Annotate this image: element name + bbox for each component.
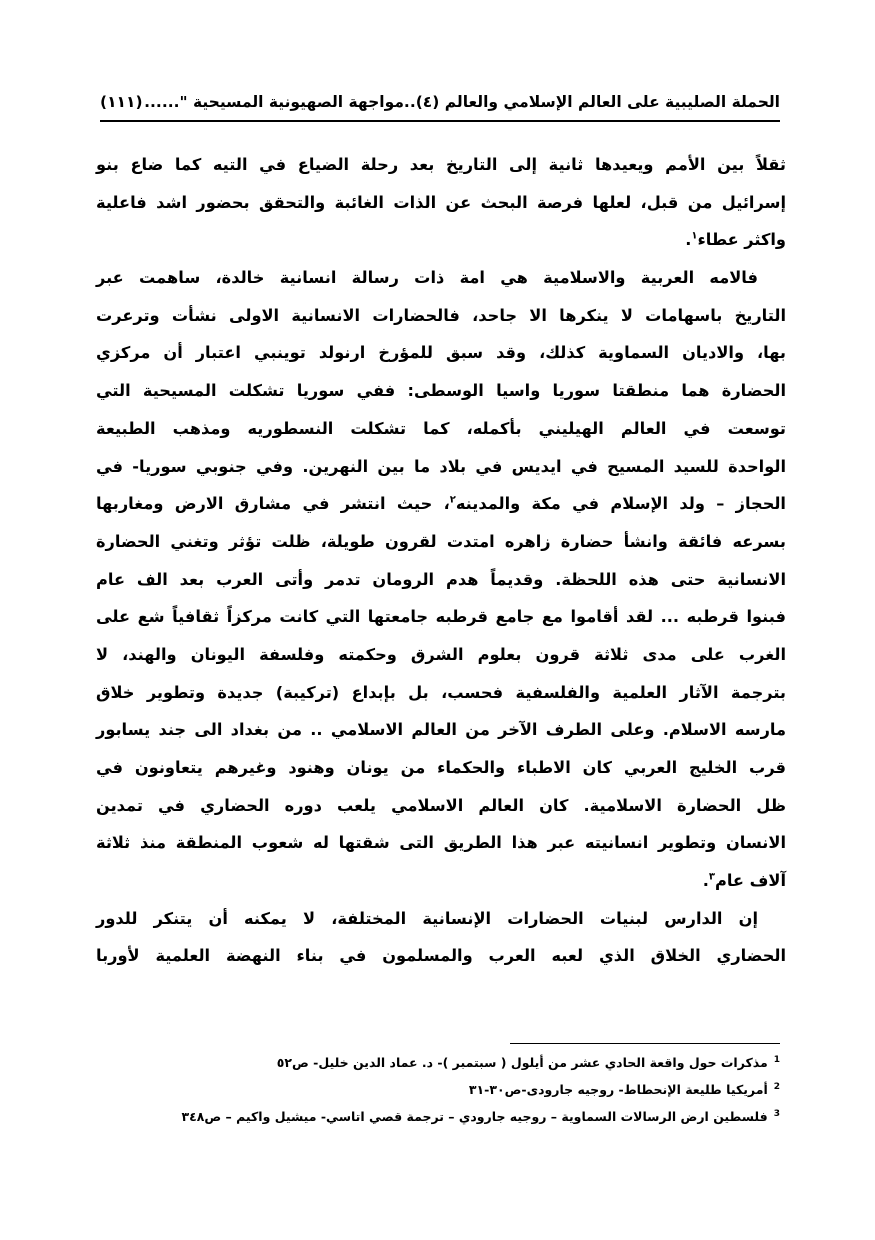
text-line bbox=[96, 448, 786, 486]
line-text: الواحدة للسيد المسيح في ايديس في بلاد ما بين النهرين. وفي جنوبي سوريا- في bbox=[96, 456, 786, 476]
text-line bbox=[96, 749, 786, 787]
body-text bbox=[96, 146, 786, 975]
text-line bbox=[96, 221, 786, 259]
text-line bbox=[96, 334, 786, 372]
line-text: ثقلاً بين الأمم ويعيدها ثانية إلى التاريخ بعد رحلة الضياع في التيه كما ضاع بنو bbox=[96, 155, 786, 174]
line-text: بترجمة الآثار العلمية والفلسفية فحسب، بل بإبداع (تركيبة) جديدة وتطوير خلاق bbox=[96, 682, 786, 702]
line-text: إن الدارس لبنيات الحضارات الإنسانية المختلفة، لا يمكنه أن يتنكر للدور bbox=[96, 908, 758, 928]
line-text: الحضاري الخلاق الذي لعبه العرب والمسلمون في بناء النهضة العلمية لأوربا bbox=[96, 946, 786, 966]
text-line bbox=[96, 561, 786, 599]
text-line bbox=[96, 523, 786, 561]
line-text: آلاف عام bbox=[714, 871, 786, 891]
text-line bbox=[96, 674, 786, 712]
line-text: بسرعه فائقة وانشأ حضارة زاهره امتدت لقرون طويلة، ظلت تؤثر وتغني الحضارة bbox=[96, 531, 786, 551]
footnote-number: 2 bbox=[773, 1081, 780, 1092]
text-line bbox=[96, 787, 786, 825]
line-text: الانسانية حتى هذه اللحظة. وقديماً هدم الرومان تدمر وأتى العرب بعد الف عام bbox=[96, 569, 786, 589]
line-text: واكثر عطاء bbox=[697, 230, 786, 250]
text-line bbox=[96, 862, 786, 900]
footnotes bbox=[130, 1049, 780, 1130]
line-text: فالامه العربية والاسلامية هي امة ذات رسالة انسانية خالدة، ساهمت عبر bbox=[96, 268, 758, 288]
line-text: مارسه الاسلام. وعلى الطرف الآخر من العالم الاسلامي .. من بغداد الى جند يسابور bbox=[96, 720, 786, 740]
line-text: قرب الخليج العربي كان الاطباء والحكماء من يونان وهنود وغيرهم يتعاونون في bbox=[96, 758, 786, 777]
header-title: الحملة الصليبية على العالم الإسلامي والعالم (٤)..مواجهة الصهيونية المسيحية "...... bbox=[144, 93, 780, 111]
line-text-tail: . bbox=[685, 230, 692, 250]
footnote-number: 1 bbox=[773, 1054, 780, 1065]
line-text: إسرائيل من قبل، لعلها فرصة البحث عن الذات الغائبة والتحقق بحضور اشد فاعلية bbox=[96, 192, 786, 212]
text-line bbox=[96, 184, 786, 222]
text-line bbox=[96, 900, 786, 938]
text-line bbox=[96, 259, 786, 297]
text-line bbox=[96, 824, 786, 862]
footnote-reference[interactable]: ٢ bbox=[449, 494, 456, 506]
text-line bbox=[96, 485, 786, 523]
footnote-reference[interactable]: ٣ bbox=[708, 871, 715, 883]
footnote-reference[interactable]: ١ bbox=[691, 230, 698, 242]
text-line bbox=[96, 636, 786, 674]
footnote-divider bbox=[510, 1043, 780, 1044]
line-text: توسعت في العالم الهيليني بأكمله، كما تشكلت النسطوريه ومذهب الطبيعة bbox=[96, 418, 786, 438]
footnote bbox=[130, 1076, 780, 1103]
footnote-text: فلسطين ارض الرسالات السماوية – روجيه جارودي – ترجمة قصي اتاسي- ميشيل واكيم – ص٣٤٨ bbox=[181, 1109, 768, 1124]
line-text-tail: . bbox=[702, 871, 709, 891]
footnote bbox=[130, 1049, 780, 1076]
text-line bbox=[96, 372, 786, 410]
running-header bbox=[100, 88, 780, 116]
line-text: التاريخ باسهامات لا ينكرها الا جاحد، فالحضارات الانسانية الاولى نشأت وترعرت bbox=[96, 305, 786, 325]
footnote-number: 3 bbox=[773, 1108, 780, 1119]
footnote-text: مذكرات حول واقعة الحادي عشر من أيلول ( سبتمبر )- د. عماد الدين خليل- ص٥٢ bbox=[276, 1055, 768, 1070]
line-text: الحضارة هما منطقتا سوريا واسيا الوسطى: ففي سوريا تشكلت المسيحية التي bbox=[96, 381, 786, 401]
text-line bbox=[96, 711, 786, 749]
text-line bbox=[96, 937, 786, 975]
text-line bbox=[96, 410, 786, 448]
footnote-text: أمريكيا طليعة الإنحطاط- روجيه جارودى-ص٣٠-٣١ bbox=[468, 1082, 768, 1097]
line-text: فبنوا قرطبه ... لقد أقاموا مع جامع قرطبه جامعتها التي كانت مركزاً ثقافياً شع على bbox=[96, 607, 786, 627]
footnote bbox=[130, 1103, 780, 1130]
text-line bbox=[96, 146, 786, 184]
line-text: الغرب على مدى ثلاثة قرون بعلوم الشرق وحكمته وفلسفة اليونان والهند، لا bbox=[96, 644, 786, 664]
line-text: الانسان وتطوير انسانيته عبر هذا الطريق التى شقتها له شعوب المنطقة منذ ثلاثة bbox=[96, 833, 786, 853]
line-text: الحجاز – ولد الإسلام في مكة والمدينه bbox=[455, 494, 786, 514]
text-line bbox=[96, 297, 786, 335]
text-line bbox=[96, 598, 786, 636]
line-text: ظل الحضارة الاسلامية. كان العالم الاسلامي يلعب دوره الحضاري في تمدين bbox=[96, 795, 786, 815]
page-number: (١١١) bbox=[100, 93, 143, 111]
header-divider bbox=[100, 120, 780, 122]
line-text: بها، والاديان السماوية كذلك، وقد سبق للمؤرخ ارنولد توينبي اعتبار أن مركزي bbox=[96, 343, 786, 363]
line-text-tail: ، حيث انتشر في مشارق الارض ومغاربها bbox=[96, 494, 450, 514]
